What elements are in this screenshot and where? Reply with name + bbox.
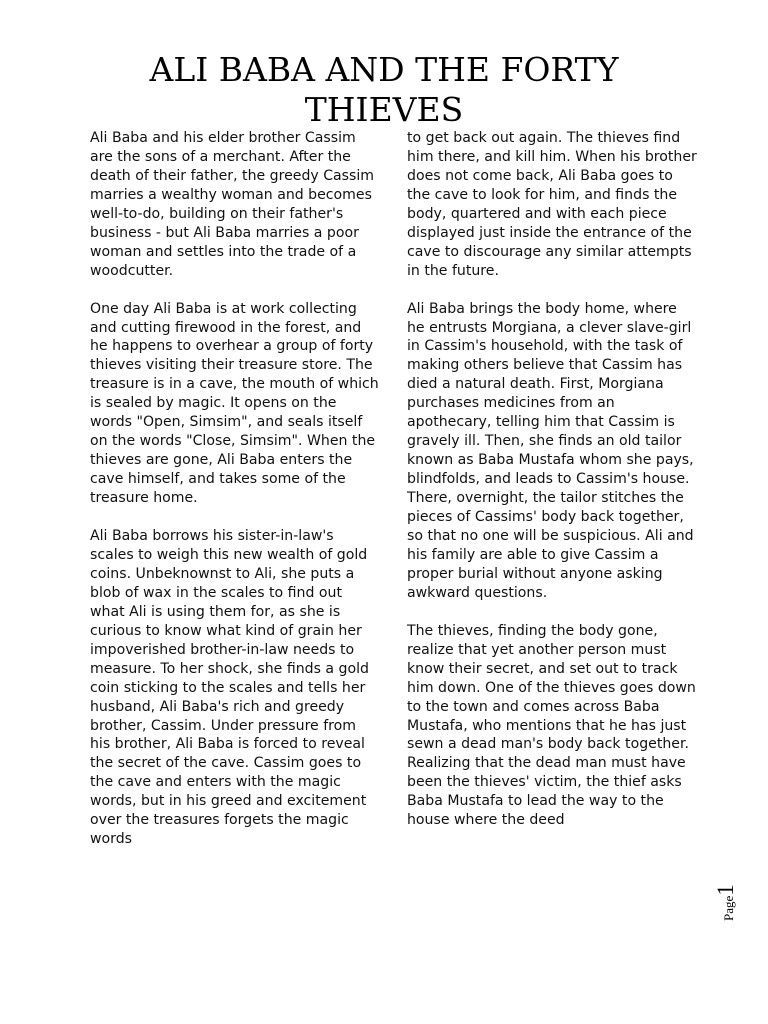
left-column bbox=[90, 129, 380, 849]
paragraph: Ali Baba borrows his sister-in-law's scales to weigh this new wealth of gold coins. Unbeknownst to Ali, she puts a blob of wax in the scales to find out what Ali is using them for, as she is curious to know what kind of grain her impoverished brother-in-law needs to measure. To her shock, she finds a gold coin sticking to the scales and tells her husband, Ali Baba's rich and greedy brother, Cassim. Under pressure from his brother, Ali Baba is forced to reveal the secret of the cave. Cassim goes to the cave and enters with the magic words, but in his greed and excitement over the treasures forgets the magic words bbox=[90, 527, 369, 848]
paragraph: One day Ali Baba is at work collecting and cutting firewood in the forest, and he happens to overhear a group of forty thieves visiting their treasure store. The treasure is in a cave, the mouth of which is sealed by magic. It opens on the words "Open, Simsim", and seals itself on the words "Close, Simsim". When the thieves are gone, Ali Baba enters the cave himself, and takes some of the treasure home. bbox=[90, 300, 379, 507]
page-number-footer bbox=[713, 877, 741, 921]
paragraph: Ali Baba brings the body home, where he entrusts Morgiana, a clever slave-girl in Cassim's household, with the task of making others believe that Cassim has died a natural death. First, Morgiana purchases medicines from an apothecary, telling him that Cassim is gravely ill. Then, she finds an old tailor known as Baba Mustafa whom she pays, blindfolds, and leads to Cassim's house. There, overnight, the tailor stitches the pieces of Cassims' body back together, so that no one will be suspicious. Ali and his family are able to give Cassim a proper burial without anyone asking awkward questions. bbox=[407, 300, 694, 601]
paragraph: The thieves, finding the body gone, realize that yet another person must know their secret, and set out to track him down. One of the thieves goes down to the town and comes across Baba Mustafa, who mentions that he has just sewn a dead man's body back together. Realizing that the dead man must have been the thieves' victim, the thief asks Baba Mustafa to lead the way to the house where the deed bbox=[407, 622, 696, 829]
right-column bbox=[407, 129, 697, 830]
page-label: Page bbox=[721, 895, 736, 921]
document-title: ALI BABA AND THE FORTY THIEVES bbox=[149, 50, 619, 129]
paragraph: Ali Baba and his elder brother Cassim are the sons of a merchant. After the death of their father, the greedy Cassim marries a wealthy woman and becomes well-to-do, building on their father's business - but Ali Baba marries a poor woman and settles into the trade of a woodcutter. bbox=[90, 130, 375, 279]
page-number: 1 bbox=[713, 884, 738, 896]
paragraph: to get back out again. The thieves find him there, and kill him. When his brother does not come back, Ali Baba goes to the cave to look for him, and finds the body, quartered and with each piece displayed just inside the entrance of the cave to discourage any similar attempts in the future. bbox=[407, 130, 697, 279]
